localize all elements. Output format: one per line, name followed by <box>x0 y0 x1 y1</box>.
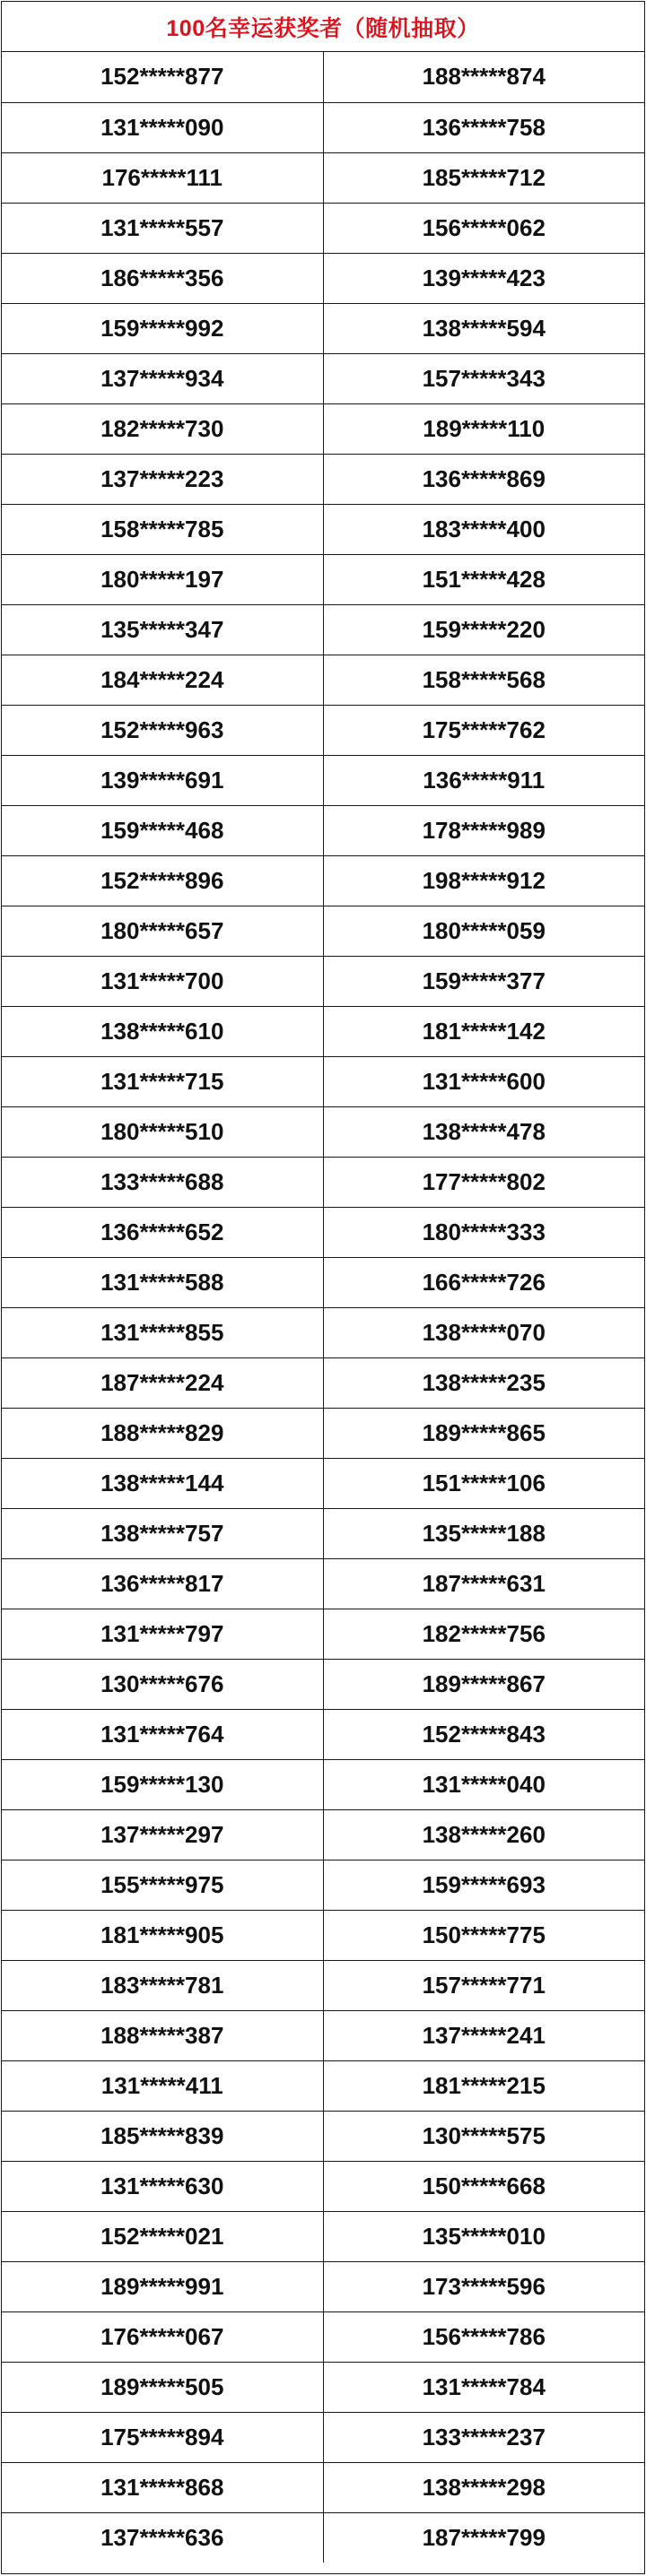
winner-number-right: 187*****799 <box>422 2523 546 2551</box>
table-row <box>2 805 644 855</box>
table-row <box>2 906 644 956</box>
winner-number-right: 180*****333 <box>323 1207 644 1257</box>
table-row <box>2 1257 644 1307</box>
table-row <box>2 1659 644 1709</box>
table-row <box>2 203 644 253</box>
table-row <box>2 1157 644 1207</box>
winner-number-right: 180*****059 <box>323 906 644 956</box>
table-row <box>2 2211 644 2261</box>
winner-number-left: 137*****636 <box>2 2512 323 2563</box>
winner-number-right: 152*****843 <box>323 1709 644 1759</box>
winner-number-right: 159*****220 <box>323 604 644 655</box>
winner-number-right: 159*****377 <box>323 956 644 1006</box>
winner-number-right: 181*****215 <box>323 2060 644 2111</box>
winner-number-right: 138*****260 <box>323 1809 644 1860</box>
table-row <box>2 1458 644 1508</box>
winner-number-right: 138*****478 <box>323 1106 644 1157</box>
table-row <box>2 1759 644 1809</box>
winner-number-right: 136*****758 <box>323 102 644 152</box>
winner-number-left: 189*****991 <box>2 2261 323 2311</box>
table-row <box>2 1056 644 1106</box>
table-row <box>2 102 644 152</box>
winner-number-left: 152*****021 <box>2 2211 323 2261</box>
winner-table-body <box>2 52 644 2563</box>
table-row <box>2 705 644 755</box>
winner-number-right: 157*****771 <box>323 1960 644 2010</box>
winner-number-right: 185*****712 <box>323 152 644 203</box>
winner-number-right: 138*****298 <box>323 2462 644 2512</box>
winner-number-left: 131*****855 <box>2 1307 323 1357</box>
winner-number-left: 186*****356 <box>2 253 323 303</box>
table-row <box>2 253 644 303</box>
winner-table <box>2 52 644 2563</box>
winner-number-left: 176*****111 <box>2 152 323 203</box>
winner-number-right: 158*****568 <box>323 655 644 705</box>
winner-number-left: 136*****817 <box>2 1558 323 1609</box>
winner-number-left: 138*****144 <box>2 1458 323 1508</box>
winner-number-right: 138*****235 <box>323 1357 644 1408</box>
table-row <box>2 1006 644 1056</box>
winner-number-left: 188*****829 <box>2 1408 323 1458</box>
table-row <box>2 2362 644 2412</box>
table-row <box>2 2060 644 2111</box>
winner-number-right: 151*****428 <box>323 554 644 604</box>
winner-number-right: 175*****762 <box>323 705 644 755</box>
winner-number-right: 157*****343 <box>323 353 644 403</box>
winner-number-left: 184*****224 <box>2 655 323 705</box>
table-row <box>2 2111 644 2161</box>
table-row <box>2 1609 644 1659</box>
winner-number-left: 137*****934 <box>2 353 323 403</box>
winner-number-right: 138*****594 <box>323 303 644 353</box>
table-row <box>2 755 644 805</box>
table-row <box>2 454 644 504</box>
winner-number-left: 130*****676 <box>2 1659 323 1709</box>
winner-number-left: 131*****868 <box>2 2462 323 2512</box>
winner-number-right: 150*****668 <box>323 2161 644 2211</box>
table-row <box>2 956 644 1006</box>
winner-number-right: 187*****631 <box>323 1558 644 1609</box>
winner-number-left: 136*****652 <box>2 1207 323 1257</box>
table-row <box>2 403 644 454</box>
winner-number-right: 135*****188 <box>323 1508 644 1558</box>
table-row <box>2 152 644 203</box>
winner-number-right: 181*****142 <box>323 1006 644 1056</box>
winner-number-left: 189*****505 <box>2 2362 323 2412</box>
table-row <box>2 2161 644 2211</box>
table-row <box>2 2412 644 2462</box>
winner-number-left: 180*****510 <box>2 1106 323 1157</box>
winner-number-left: 138*****757 <box>2 1508 323 1558</box>
table-row <box>2 855 644 906</box>
winner-number-right: 159*****693 <box>323 1860 644 1910</box>
winner-number-left: 131*****797 <box>2 1609 323 1659</box>
winner-number-right: 131*****040 <box>323 1759 644 1809</box>
winner-number-left: 137*****297 <box>2 1809 323 1860</box>
winner-number-left: 131*****764 <box>2 1709 323 1759</box>
winner-number-right: 166*****726 <box>323 1257 644 1307</box>
winner-number-right: 189*****865 <box>323 1408 644 1458</box>
winner-number-left: 139*****691 <box>2 755 323 805</box>
table-row <box>2 1709 644 1759</box>
winner-number-left: 187*****224 <box>2 1357 323 1408</box>
winner-number-left: 131*****630 <box>2 2161 323 2211</box>
table-row <box>2 1960 644 2010</box>
winner-number-right: 177*****802 <box>323 1157 644 1207</box>
winner-number-left: 175*****894 <box>2 2412 323 2462</box>
table-row <box>2 1860 644 1910</box>
winner-number-right: 198*****912 <box>323 855 644 906</box>
winner-number-right: 136*****869 <box>323 454 644 504</box>
table-row <box>2 2311 644 2362</box>
winner-number-right: 131*****784 <box>323 2362 644 2412</box>
winner-number-right: 156*****786 <box>323 2311 644 2362</box>
winner-number-left: 188*****387 <box>2 2010 323 2060</box>
winner-number-right: 133*****237 <box>323 2412 644 2462</box>
table-row <box>2 303 644 353</box>
table-row <box>2 504 644 554</box>
winner-number-right: 131*****600 <box>323 1056 644 1106</box>
winner-number-left: 131*****715 <box>2 1056 323 1106</box>
winner-number-right: 150*****775 <box>323 1910 644 1960</box>
winner-number-right: 139*****423 <box>323 253 644 303</box>
winner-number-left: 152*****963 <box>2 705 323 755</box>
winner-number-right: 183*****400 <box>323 504 644 554</box>
winner-number-left: 181*****905 <box>2 1910 323 1960</box>
table-row <box>2 1207 644 1257</box>
page-title: 100名幸运获奖者（随机抽取） <box>2 2 644 52</box>
table-row <box>2 1508 644 1558</box>
table-row <box>2 2512 644 2563</box>
winner-number-left: 183*****781 <box>2 1960 323 2010</box>
winner-number-right: 178*****989 <box>323 805 644 855</box>
winner-number-right: 188*****874 <box>323 52 644 102</box>
winner-number-left: 159*****468 <box>2 805 323 855</box>
winner-number-right: 137*****241 <box>323 2010 644 2060</box>
winner-number-left: 152*****896 <box>2 855 323 906</box>
winner-number-right: 189*****110 <box>323 403 644 454</box>
winner-number-right: 182*****756 <box>323 1609 644 1659</box>
table-row <box>2 2010 644 2060</box>
table-row <box>2 52 644 102</box>
table-row <box>2 2462 644 2512</box>
winner-number-left: 131*****557 <box>2 203 323 253</box>
winner-number-left: 131*****090 <box>2 102 323 152</box>
winner-number-left: 133*****688 <box>2 1157 323 1207</box>
table-row <box>2 604 644 655</box>
winner-number-left: 159*****992 <box>2 303 323 353</box>
winner-number-left: 131*****700 <box>2 956 323 1006</box>
winner-number-right: 138*****070 <box>323 1307 644 1357</box>
winner-number-left: 137*****223 <box>2 454 323 504</box>
winner-number-right: 135*****010 <box>323 2211 644 2261</box>
table-row <box>2 1106 644 1157</box>
table-row <box>2 655 644 705</box>
winner-number-right: 151*****106 <box>323 1458 644 1508</box>
winner-number-right: 173*****596 <box>323 2261 644 2311</box>
winner-number-right: 189*****867 <box>323 1659 644 1709</box>
winner-number-left: 131*****588 <box>2 1257 323 1307</box>
winner-number-left: 182*****730 <box>2 403 323 454</box>
winner-number-right: 130*****575 <box>323 2111 644 2161</box>
winner-number-left: 131*****411 <box>2 2060 323 2111</box>
table-row <box>2 1408 644 1458</box>
table-row <box>2 1307 644 1357</box>
table-row <box>2 1558 644 1609</box>
winner-number-left: 138*****610 <box>2 1006 323 1056</box>
winner-number-left: 135*****347 <box>2 604 323 655</box>
winner-number-left: 158*****785 <box>2 504 323 554</box>
winner-number-left: 185*****839 <box>2 2111 323 2161</box>
table-row <box>2 1910 644 1960</box>
winner-number-left: 180*****197 <box>2 554 323 604</box>
table-row <box>2 554 644 604</box>
winner-number-left: 180*****657 <box>2 906 323 956</box>
winner-number-left: 159*****130 <box>2 1759 323 1809</box>
winner-number-right: 156*****062 <box>323 203 644 253</box>
table-row <box>2 1357 644 1408</box>
winner-number-left: 176*****067 <box>2 2311 323 2362</box>
table-row <box>2 353 644 403</box>
winner-number-left: 152*****877 <box>2 52 323 102</box>
winner-list-sheet <box>1 1 645 2574</box>
winner-number-right: 136*****911 <box>323 755 644 805</box>
winner-number-left: 155*****975 <box>2 1860 323 1910</box>
table-row <box>2 2261 644 2311</box>
table-row <box>2 1809 644 1860</box>
